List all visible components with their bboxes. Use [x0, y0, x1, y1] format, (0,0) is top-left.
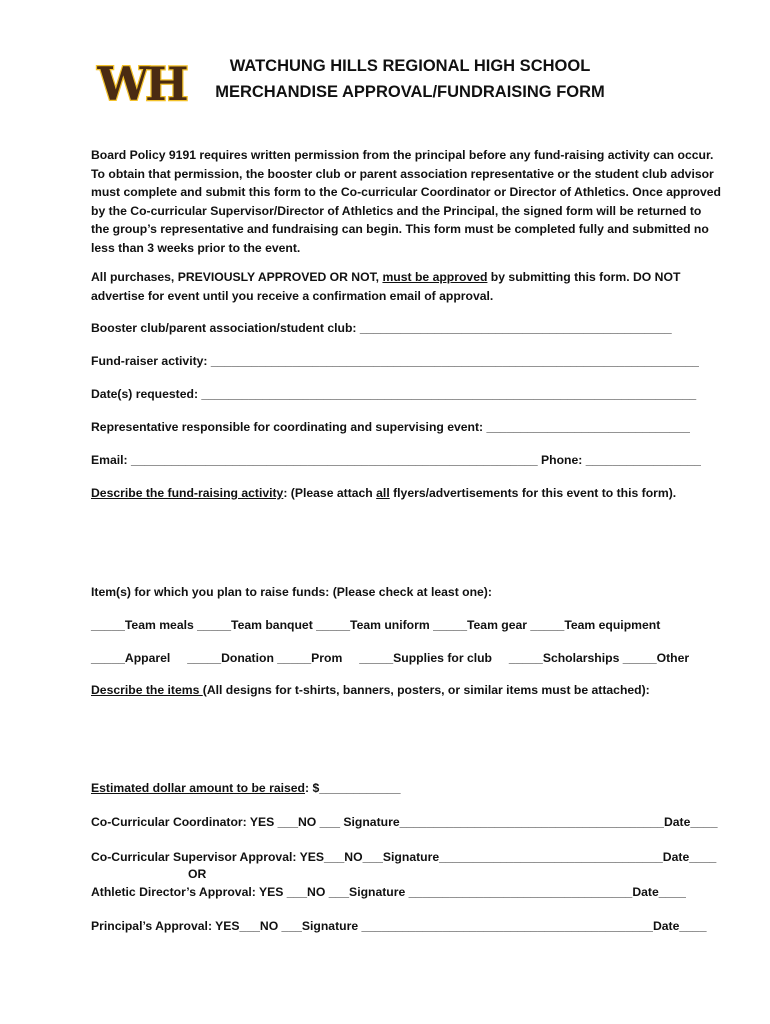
school-logo — [97, 56, 185, 112]
policy-line: by the Co-curricular Supervisor/Director of Athletics and the Principal, the signed form will be returned to — [91, 203, 702, 218]
items-checklist-row[interactable]: _____Apparel _____Donation _____Prom _____Supplies for club _____Scholarships _____Other — [91, 651, 690, 665]
purchases-line: advertise for event until you receive a confirmation email of approval. — [91, 288, 494, 303]
must-be-approved-text: must be approved — [382, 270, 488, 284]
coordinator-approval-line[interactable]: Co-Curricular Coordinator: YES ___NO ___ Signature_______________________________________Date____ — [91, 815, 718, 829]
dates-field[interactable]: Date(s) requested: _________________________________________________________________________ — [91, 387, 697, 401]
policy-line: less than 3 weeks prior to the event. — [91, 240, 301, 255]
form-title-heading: MERCHANDISE APPROVAL/FUNDRAISING FORM — [215, 83, 605, 101]
school-name-heading: WATCHUNG HILLS REGIONAL HIGH SCHOOL — [229, 57, 591, 75]
purchases-paragraph — [91, 268, 731, 305]
policy-paragraph — [91, 146, 731, 257]
policy-line: must complete and submit this form to the Co-curricular Coordinator or Director of Athletics. Once approved — [91, 185, 721, 199]
svg-text:WH: WH — [97, 57, 185, 111]
policy-line: To obtain that permission, the booster club or parent association representative or the student club advisor — [91, 166, 714, 181]
athletic-director-approval-line[interactable]: Athletic Director’s Approval: YES ___NO ___Signature _________________________________Date____ — [91, 885, 686, 899]
principal-approval-line[interactable]: Principal’s Approval: YES___NO ___Signature ___________________________________________Date____ — [91, 919, 707, 933]
activity-field[interactable]: Fund-raiser activity: ________________________________________________________________________ — [91, 354, 699, 368]
estimated-amount-field[interactable]: Estimated dollar amount to be raised: $____________ — [91, 781, 401, 795]
items-prompt: Item(s) for which you plan to raise funds: (Please check at least one): — [91, 585, 492, 599]
email-phone-field[interactable]: Email: ____________________________________________________________ Phone: _________________ — [91, 453, 701, 467]
supervisor-approval-line[interactable]: Co-Curricular Supervisor Approval: YES___NO___Signature_________________________________Date____ — [91, 850, 717, 864]
describe-items-label: Describe the items (All designs for t-shirts, banners, posters, or similar items must be attached): — [91, 683, 650, 697]
club-field[interactable]: Booster club/parent association/student club: ______________________________________________ — [91, 321, 672, 335]
policy-line: Board Policy 9191 requires written permission from the principal before any fund-raising activity can occur. — [91, 148, 714, 162]
purchases-line: All purchases, PREVIOUSLY APPROVED OR NOT, must be approved by submitting this form. DO NOT — [91, 270, 681, 284]
representative-field[interactable]: Representative responsible for coordinating and supervising event: ______________________________ — [91, 420, 690, 434]
or-text: OR — [188, 867, 207, 881]
policy-line: the group’s representative and fundraising can begin. This form must be completed fully and submitted no — [91, 222, 709, 236]
describe-activity-label: Describe the fund-raising activity: (Please attach all flyers/advertisements for this event to this form). — [91, 486, 677, 500]
items-checklist-row[interactable]: _____Team meals _____Team banquet _____Team uniform _____Team gear _____Team equipment — [91, 618, 661, 632]
